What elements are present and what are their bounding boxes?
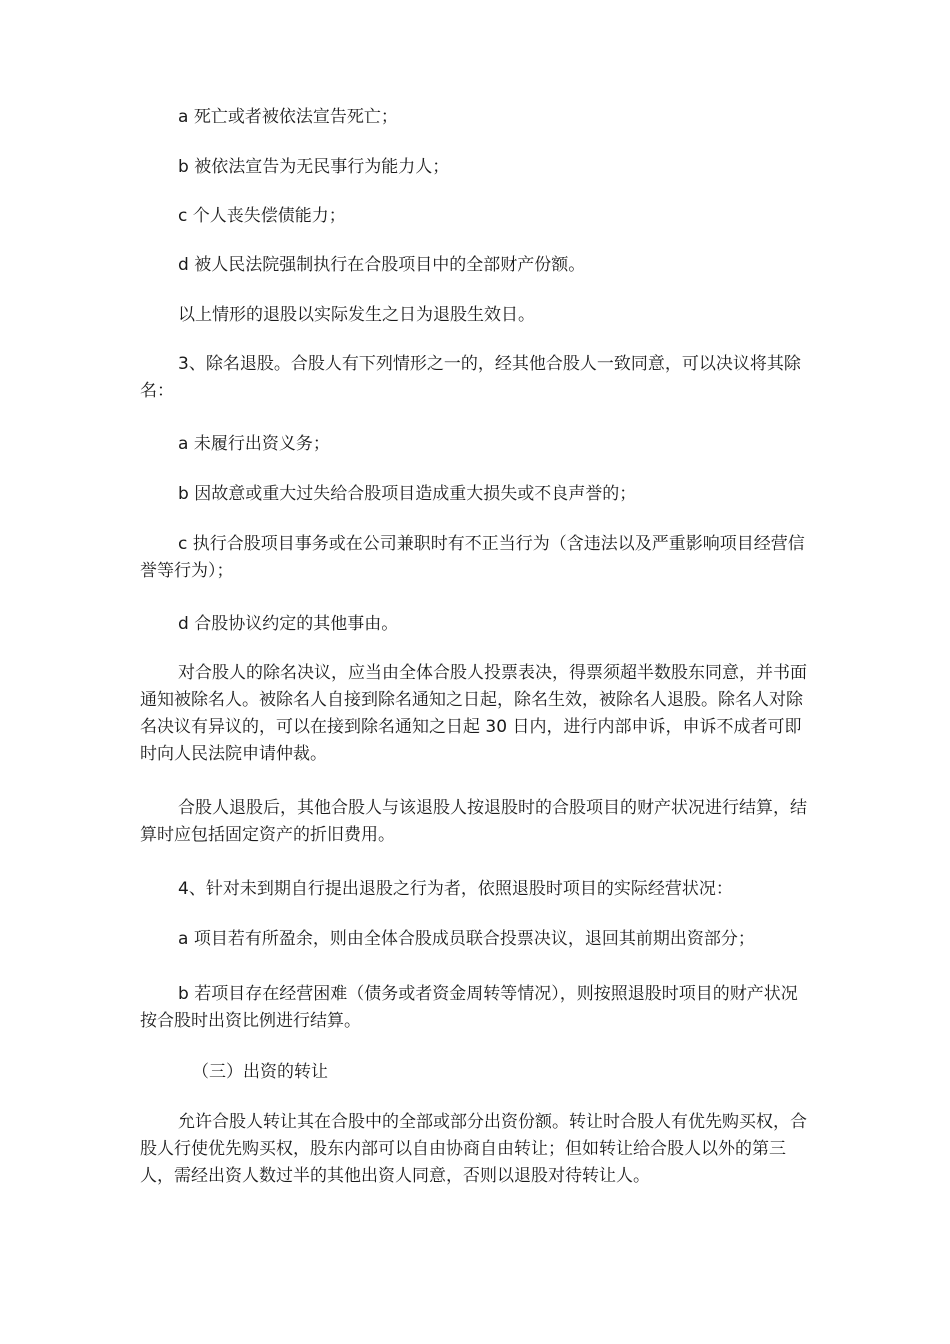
paragraph-item-d-other: d 合股协议约定的其他事由。 [178,614,399,634]
paragraph-item-d-enforcement: d 被人民法院强制执行在合股项目中的全部财产份额。 [178,255,586,275]
paragraph-settlement: 合股人退股后，其他合股人与该退股人按退股时的合股项目的财产状况进行结算，结算时应包括固定资产的折旧费用。 [140,798,807,845]
paragraph-item-a-death: a 死亡或者被依法宣告死亡； [178,107,398,127]
paragraph-section-4-early-withdrawal: 4、针对未到期自行提出退股之行为者，依照退股时项目的实际经营状况： [178,879,733,899]
paragraph-item-b-incapacity: b 被依法宣告为无民事行为能力人； [178,157,450,177]
paragraph-effective-date: 以上情形的退股以实际发生之日为退股生效日。 [178,305,535,325]
paragraph-section-3-expulsion: 3、除名退股。合股人有下列情形之一的，经其他合股人一致同意，可以决议将其除名： [140,354,801,401]
section-heading-transfer: （三）出资的转让 [192,1062,328,1082]
paragraph-item-b-negligence: b 因故意或重大过失给合股项目造成重大损失或不良声誉的； [178,484,637,504]
paragraph-item-b-difficulty: b 若项目存在经营困难（债务或者资金周转等情况），则按照退股时项目的财产状况按合股时出资比例进行结算。 [140,984,798,1031]
paragraph-item-c-misconduct: c 执行合股项目事务或在公司兼职时有不正当行为（含违法以及严重影响项目经营信誉等行为）； [140,534,805,581]
paragraph-transfer-rules: 允许合股人转让其在合股中的全部或部分出资份额。转让时合股人有优先购买权，合股人行使优先购买权，股东内部可以自由协商自由转让；但如转让给合股人以外的第三人，需经出资人数过半的其他出资人同意，否则以退股对待转让人。 [140,1112,807,1186]
paragraph-expulsion-resolution: 对合股人的除名决议，应当由全体合股人投票表决，得票须超半数股东同意，并书面通知被除名人。被除名人自接到除名通知之日起，除名生效，被除名人退股。除名人对除名决议有异议的，可以在接到除名通知之日起 30 日内，进行内部申诉，申诉不成者可即时向人民法院申请仲裁。 [140,663,807,764]
paragraph-item-c-insolvency: c 个人丧失偿债能力； [178,206,346,226]
paragraph-item-a-unpaid-capital: a 未履行出资义务； [178,434,330,454]
paragraph-item-a-surplus: a 项目若有所盈余，则由全体合股成员联合投票决议，退回其前期出资部分； [178,929,755,949]
